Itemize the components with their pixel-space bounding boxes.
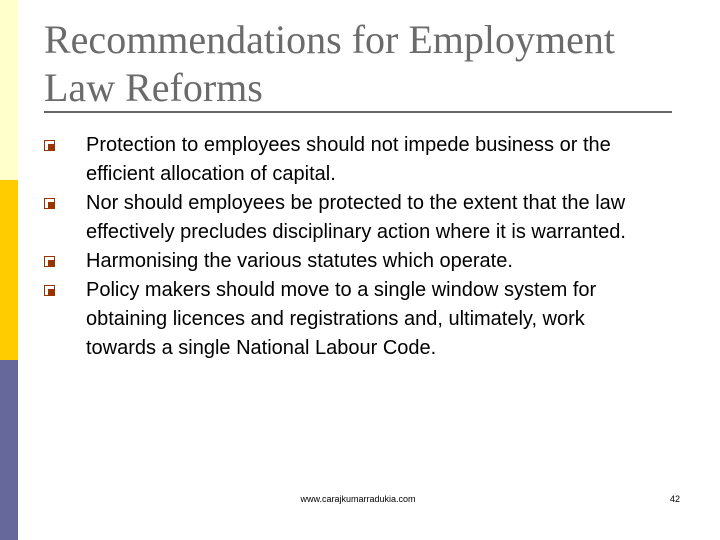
bullet-text: Harmonising the various statutes which operate. bbox=[86, 250, 513, 272]
footer-url: www.carajkumarradukia.com bbox=[300, 494, 416, 504]
page-number: 42 bbox=[669, 494, 680, 504]
bullet-text: Nor should employees be protected to the extent that the law effectively precludes disciplinary action where it is warranted. bbox=[86, 192, 626, 243]
bullet-text: Protection to employees should not impede business or the efficient allocation of capital. bbox=[86, 134, 611, 185]
bullet-list bbox=[44, 131, 684, 363]
square-bullet-icon bbox=[44, 285, 55, 296]
left-accent-band-top bbox=[0, 0, 18, 180]
bullet-item bbox=[44, 276, 684, 363]
square-bullet-icon bbox=[44, 198, 55, 209]
square-bullet-icon bbox=[44, 256, 55, 267]
bullet-item bbox=[44, 247, 684, 276]
title-divider bbox=[44, 111, 672, 113]
left-accent-band-bottom bbox=[0, 360, 18, 540]
bullet-item bbox=[44, 131, 684, 189]
square-bullet-icon bbox=[44, 140, 55, 151]
slide-title: Recommendations for Employment Law Reforms bbox=[44, 17, 615, 110]
bullet-text: Policy makers should move to a single window system for obtaining licences and registrations and, ultimately, work towards a single National Labour Code. bbox=[86, 279, 597, 359]
left-accent-band-middle bbox=[0, 180, 18, 360]
bullet-item bbox=[44, 189, 684, 247]
